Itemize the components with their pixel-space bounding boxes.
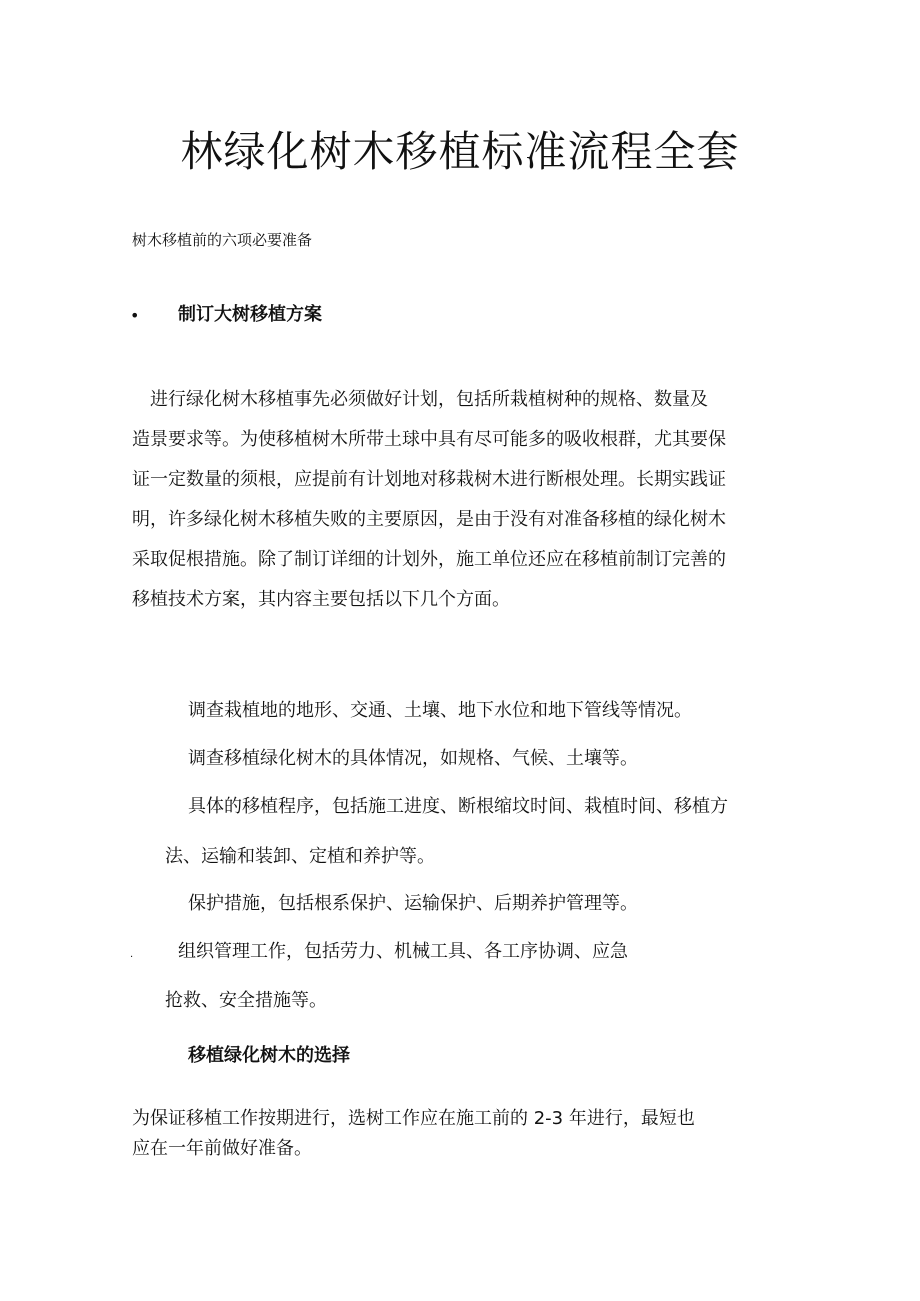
paragraph-line: 为保证移植工作按期进行，选树工作应在施工前的 2-3 年进行，最短也 (132, 1108, 695, 1129)
list-item: 组织管理工作，包括劳力、机械工具、各工序协调、应急 (178, 941, 628, 962)
bullet-icon: • (130, 306, 140, 325)
paragraph-line: 造景要求等。为使移植树木所带土球中具有尽可能多的吸收根群，尤其要保 (132, 429, 726, 450)
document-title: 林绿化树木移植标准流程全套 (180, 127, 740, 176)
paragraph-line: 应在一年前做好准备。 (132, 1138, 312, 1159)
paragraph-line: 移植技术方案，其内容主要包括以下几个方面。 (132, 589, 510, 610)
section-heading-selection: 移植绿化树木的选择 (188, 1045, 350, 1066)
list-item: 调查栽植地的地形、交通、土壤、地下水位和地下管线等情况。 (188, 700, 692, 721)
section-heading-plan: 制订大树移植方案 (178, 304, 322, 325)
document-subtitle: 树木移植前的六项必要准备 (132, 231, 313, 249)
paragraph-line: 证一定数量的须根，应提前有计划地对移栽树木进行断根处理。长期实践证 (132, 469, 726, 490)
list-item: 调查移植绿化树木的具体情况，如规格、气候、土壤等。 (188, 748, 638, 769)
list-item-continuation: 法、运输和装卸、定植和养护等。 (165, 846, 435, 867)
list-item: 具体的移植程序，包括施工进度、断根缩坟时间、栽植时间、移植方 (188, 796, 728, 817)
paragraph-line: 进行绿化树木移植事先必须做好计划，包括所栽植树种的规格、数量及 (132, 389, 708, 410)
section1-paragraph (132, 380, 796, 620)
list-item-continuation: 抢救、安全措施等。 (165, 990, 327, 1011)
dot-icon: . (130, 949, 134, 960)
list-item: 保护措施，包括根系保护、运输保护、后期养护管理等。 (188, 893, 638, 914)
section2-paragraph (132, 1104, 695, 1164)
paragraph-line: 采取促根措施。除了制订详细的计划外，施工单位还应在移植前制订完善的 (132, 549, 726, 570)
paragraph-line: 明，许多绿化树木移植失败的主要原因，是由于没有对准备移植的绿化树木 (132, 509, 726, 530)
